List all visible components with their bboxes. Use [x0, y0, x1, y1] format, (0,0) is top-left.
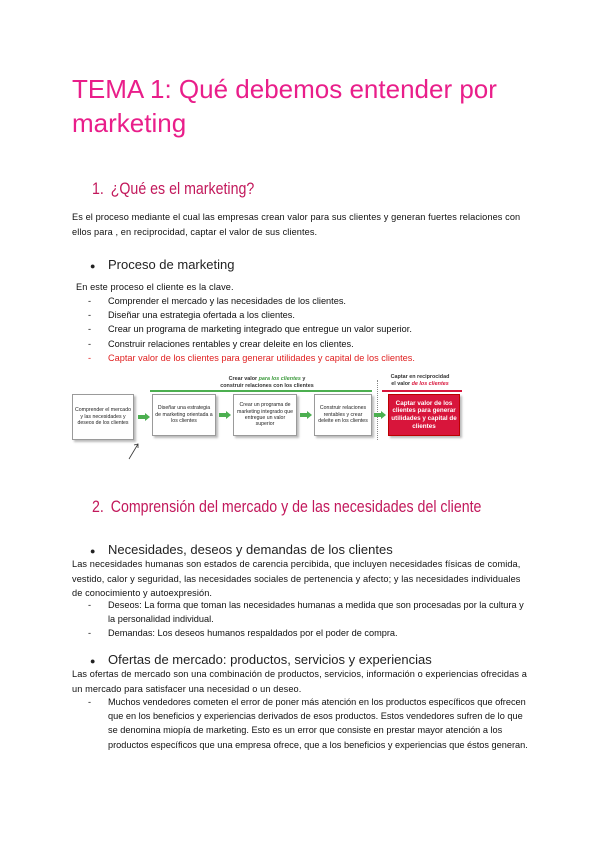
bullet-necesidades-label: Necesidades, deseos y demandas de los clientes: [108, 542, 393, 557]
section-1-heading: [92, 180, 254, 199]
process-intro: En este proceso el cliente es la clave.: [76, 282, 234, 292]
section-2-number: 2.: [92, 498, 104, 516]
process-steps-list: [86, 294, 531, 365]
diagram-divider: [377, 380, 378, 440]
list-item: - Comprender el mercado y las necesidades de los clientes.: [88, 296, 346, 306]
diagram-caption-right: Captar en reciprocidad el valor de los clientes: [390, 374, 450, 387]
arrow-right-icon: [374, 411, 386, 419]
list-item: - Deseos: La forma que toman las necesidades humanas a medida que son procesadas por la cultura y la personalidad individual.: [88, 600, 524, 625]
pointer-arrow-icon: [128, 442, 140, 460]
page-title: TEMA 1: Qué debemos entender por marketing: [72, 74, 497, 138]
arrow-right-icon: [300, 411, 312, 419]
necesidades-list: [86, 598, 531, 641]
list-item: - Construir relaciones rentables y crear deleite en los clientes.: [88, 338, 354, 349]
diagram-red-bar: [382, 390, 462, 392]
marketing-definition: Es el proceso mediante el cual las empresas crean valor para sus clientes y generan fuertes relaciones con ellos para , en reciprocidad, captar el valor de sus clientes.: [72, 212, 521, 237]
list-item: - Muchos vendedores cometen el error de poner más atención en los productos específicos que ofrecen que en los beneficios y experiencias derivados de esos productos. Estos vendedores sufren de lo que se denomina miopía de marketing. Esto es un error que consiste en prestar mayor atención a los productos específicos que una empresa ofrece, que a los beneficios y experiencias que éstos generan.: [88, 697, 528, 750]
bullet-dot: ●: [90, 260, 96, 271]
ofertas-text: Las ofertas de mercado son una combinación de productos, servicios, información o experiencias ofrecidas a un mercado para satisfacer una necesidad o un deseo.: [72, 669, 527, 694]
section-1-title: ¿Qué es el marketing?: [110, 180, 255, 198]
diagram-box-2: Diseñar una estrategia de marketing orientada a los clientes: [152, 394, 216, 436]
list-item-highlight: - Captar valor de los clientes para generar utilidades y capital de los clientes.: [88, 352, 415, 363]
necesidades-text: Las necesidades humanas son estados de carencia percibida, que incluyen necesidades físicas de comida, vestido, calor y seguridad, las necesidades sociales de pertenencia y afecto; y las necesidades individuales de conocimiento y autoexpresión.: [72, 559, 521, 599]
diagram-box-1: Comprender el mercado y las necesidades y deseos de los clientes: [72, 394, 134, 440]
diagram-box-5: Captar valor de los clientes para generar utilidades y capital de clientes: [388, 394, 460, 436]
bullet-proceso-marketing: [90, 257, 234, 274]
marketing-process-diagram: [72, 374, 462, 464]
bullet-ofertas-label: Ofertas de mercado: productos, servicios y experiencias: [108, 652, 432, 667]
diagram-box-3: Crear un programa de marketing integrado que entregue un valor superior: [233, 394, 297, 436]
bullet-proceso-label: Proceso de marketing: [108, 257, 235, 272]
list-item: - Demandas: Los deseos humanos respaldados por el poder de compra.: [88, 628, 398, 639]
ofertas-list: [86, 695, 531, 752]
list-item: - Diseñar una estrategia ofertada a los clientes.: [88, 310, 295, 321]
bullet-dot: ●: [90, 545, 96, 556]
section-2-title: Comprensión del mercado y de las necesidades del cliente: [110, 498, 482, 516]
list-item: - Crear un programa de marketing integrado que entregue un valor superior.: [88, 324, 412, 335]
diagram-caption-left: Crear valor para los clientes y construir relaciones con los clientes: [220, 376, 314, 389]
section-1-number: 1.: [92, 180, 104, 198]
diagram-green-bar: [150, 390, 372, 392]
arrow-right-icon: [219, 411, 231, 419]
arrow-right-icon: [138, 413, 150, 421]
bullet-dot: ●: [90, 655, 96, 666]
diagram-box-4: Construir relaciones rentables y crear deleite en los clientes: [314, 394, 372, 436]
section-2-heading: [92, 498, 481, 517]
